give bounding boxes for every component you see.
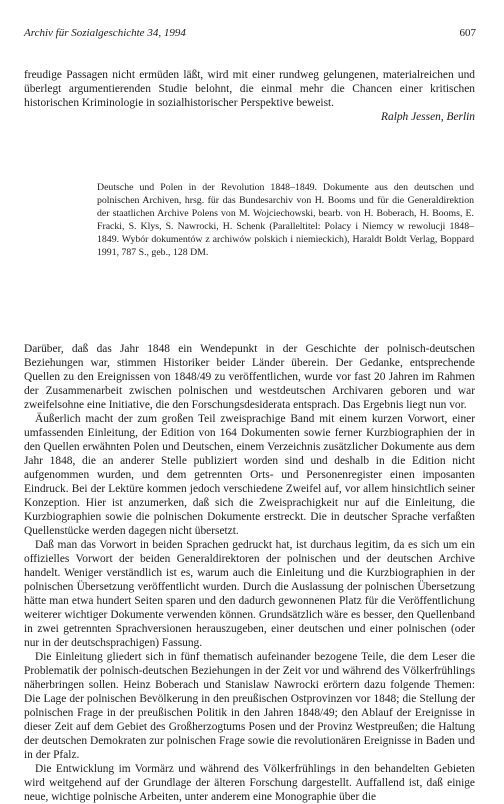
review-paragraph: Die Entwicklung im Vormärz und während des Völkerfrühlings in den behandelten Gebieten wird weitgehend auf der Grundlage der älteren Forschung dargestellt. Auffallend ist, daß einige neue, wichtige polnische Arbeiten, unter anderem eine Monographie über die [24,763,475,803]
page-number: 607 [459,27,476,39]
reviewer-signature: Ralph Jessen, Berlin [381,111,475,123]
review-paragraph: Darüber, daß das Jahr 1848 ein Wendepunkt in der Geschichte der polnisch-deutschen Beziehungen war, stimmen Historiker beider Länder überein. Der Gedanke, entsprechende Quellen zu den Ereignissen von 1848/49 zu veröffentlichen, wurde vor fast 20 Jahren im Rahmen der Zusammenarbeit zwischen polnischen und westdeutschen Archivaren geboren und war zweifelsohne eine Initiative, die den Forschungsdesiderata entsprach. Das Ergebnis liegt nun vor. [24,343,475,411]
review-paragraph: Die Einleitung gliedert sich in fünf thematisch aufeinander bezogene Teile, die dem Leser die Problematik der polnisch-deutschen Beziehungen in der Zeit vor und während des Völkerfrühlings näherbringen sollen. Heinz Boberach und Stanislaw Nawrocki erörtern dazu folgende Themen: Die Lage der polnischen Bevölkerung in den preußischen Ostprovinzen vor 1848; die Stellung der polnischen Frage in der preußischen Politik in den Jahren 1848/49; den Ablauf der Ereignisse in dieser Zeit auf dem Gebiet des Großherzogtums Posen und der Provinz Westpreußen; die Haltung der deutschen Demokraten zur polnischen Frage sowie die revolutionären Ereignisse in Baden und in der Pfalz. [24,651,475,761]
bibliographic-text: Deutsche und Polen in der Revolution 1848–1849. Dokumente aus den deutschen und polnischen Archiven, hrsg. für das Bundesarchiv von H. Booms und für die Generaldirektion der staatlichen Archive Polens von M. Wojciechowski, bearb. von H. Boberach, H. Booms, E. Fracki, S. Klys, S. Nawrocki, H. Schenk (Paralleltitel: Polacy i Niemcy w rewolucji 1848–1849. Wybór dokumentów z archiwów polskich i niemieckich), Haraldt Boldt Verlag, Boppard 1991, 787 S., geb., 128 DM. [97,182,474,258]
bibliographic-entry [97,181,474,259]
journal-title: Archiv für Sozialgeschichte 34, 1994 [24,27,186,39]
previous-review-text: freudige Passagen nicht ermüden läßt, wird mit einer rundweg gelungenen, materialreichen und überlegt argumentierenden Studie belohnt, die einmal mehr die Chancen einer kritischen historischen Kriminologie in sozialhistorischer Perspektive beweist. [24,69,475,109]
review-body [24,342,475,804]
review-paragraph: Äußerlich macht der zum großen Teil zweisprachige Band mit einem kurzen Vorwort, einer umfassenden Einleitung, der Edition von 164 Dokumenten sowie ferner Kurzbiographien der in den Quellen erwähnten Polen und Deutschen, einem Verzeichnis zusätzlicher Dokumente aus dem Jahr 1848, die an anderer Stelle publiziert worden sind und deshalb in die Edition nicht aufgenommen wurden, und dem getrennten Orts- und Personenregister einen imposanten Eindruck. Bei der Lektüre kommen jedoch verschiedene Zweifel auf, vor allem hinsichtlich seiner Konzeption. Hier ist anzumerken, daß sich die Zweisprachigkeit nur auf die Einleitung, die Kurzbiographien sowie die polnischen Dokumente erstreckt. Die in deutscher Sprache verfaßten Quellenstücke werden dagegen nicht übersetzt. [24,413,475,537]
running-header [24,27,476,39]
previous-review-ending [24,68,475,124]
review-paragraph: Daß man das Vorwort in beiden Sprachen gedruckt hat, ist durchaus legitim, da es sich um ein offizielles Vorwort der beiden Generaldirektoren der polnischen und der deutschen Archive handelt. Weniger verständlich ist es, warum auch die Einleitung und die Kurzbiographien in der polnischen Übersetzung veröffentlicht wurden. Durch die Auslassung der polnischen Übersetzung hätte man etwa hundert Seiten sparen und den dadurch gewonnenen Platz für die Veröffentlichung weiterer wichtiger Dokumente verwenden können. Grundsätzlich wäre es besser, den Quellenband in zwei getrennten Sprachversionen herauszugeben, einer deutschen und einer polnischen (oder nur in der deutschsprachigen) Fassung. [24,539,475,649]
